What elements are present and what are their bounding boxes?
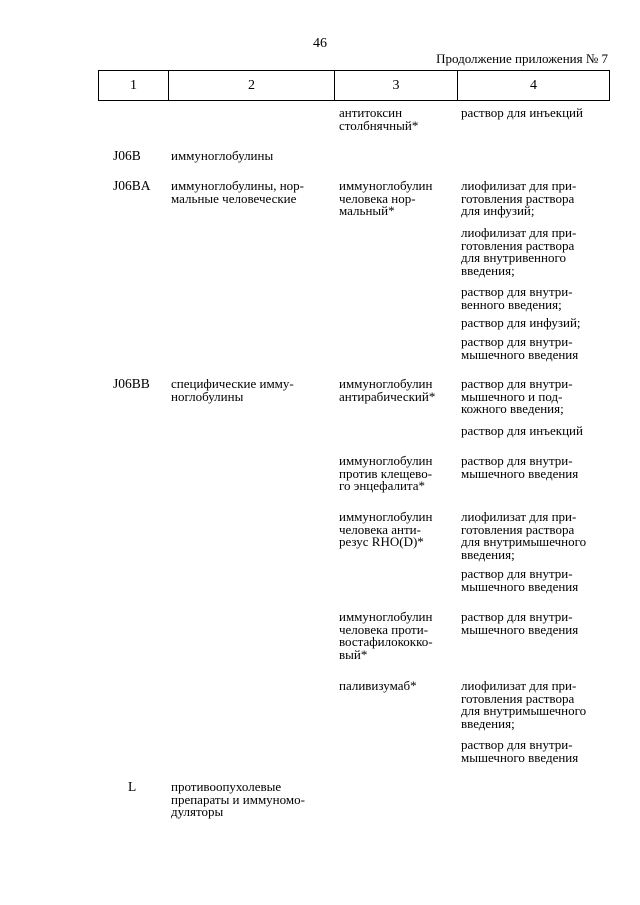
atc-group-name: противоопухолевые препараты и иммуномо- дуляторы bbox=[171, 779, 305, 819]
atc-code: J06B bbox=[113, 148, 141, 163]
dosage-form: раствор для инфузий; bbox=[461, 315, 581, 330]
drug-name: иммуноглобулин против клещево- го энцефалита* bbox=[339, 453, 433, 493]
dosage-form: раствор для внутри- мышечного введения bbox=[461, 737, 579, 765]
page-number: 46 bbox=[313, 36, 327, 51]
atc-code: L bbox=[128, 779, 137, 794]
drug-name: иммуноглобулин человека проти- востафилококко- вый* bbox=[339, 609, 433, 662]
column-header-3: 3 bbox=[334, 71, 457, 100]
drug-name: иммуноглобулин человека анти- резус RHO(D)* bbox=[339, 509, 433, 549]
dosage-form: раствор для внутри- мышечного введения bbox=[461, 334, 579, 362]
dosage-form: раствор для инъекций bbox=[461, 105, 583, 120]
atc-group-name: иммуноглобулины bbox=[171, 148, 274, 163]
dosage-form: лиофилизат для при- готовления раствора для внутримышечного введения; bbox=[461, 509, 587, 562]
dosage-form: раствор для внутри- мышечного и под- кожного введения; bbox=[461, 376, 573, 416]
atc-group-name: специфические имму- ноглобулины bbox=[171, 376, 294, 404]
appendix-continuation-note: Продолжение приложения № 7 bbox=[436, 51, 608, 66]
column-header-2: 2 bbox=[168, 71, 334, 100]
drug-name: иммуноглобулин антирабический* bbox=[339, 376, 436, 404]
atc-group-name: иммуноглобулины, нор- мальные человеческие bbox=[171, 178, 304, 206]
drug-name: иммуноглобулин человека нор- мальный* bbox=[339, 178, 433, 218]
dosage-form: раствор для внутри- мышечного введения bbox=[461, 609, 579, 637]
dosage-form: раствор для внутри- венного введения; bbox=[461, 284, 573, 312]
dosage-form: лиофилизат для при- готовления раствора для внутримышечного введения; bbox=[461, 678, 587, 731]
table-header bbox=[98, 70, 610, 101]
atc-code: J06BB bbox=[113, 376, 150, 391]
dosage-form: раствор для инъекций bbox=[461, 423, 583, 438]
dosage-form: лиофилизат для при- готовления раствора для внутривенного введения; bbox=[461, 225, 577, 278]
column-header-1: 1 bbox=[130, 77, 137, 93]
dosage-form: лиофилизат для при- готовления раствора для инфузий; bbox=[461, 178, 577, 218]
dosage-form: раствор для внутри- мышечного введения bbox=[461, 566, 579, 594]
column-header-4: 4 bbox=[457, 71, 609, 100]
dosage-form: раствор для внутри- мышечного введения bbox=[461, 453, 579, 481]
drug-name: паливизумаб* bbox=[339, 678, 417, 693]
atc-code: J06BA bbox=[113, 178, 151, 193]
drug-name: антитоксин столбнячный* bbox=[339, 105, 419, 133]
